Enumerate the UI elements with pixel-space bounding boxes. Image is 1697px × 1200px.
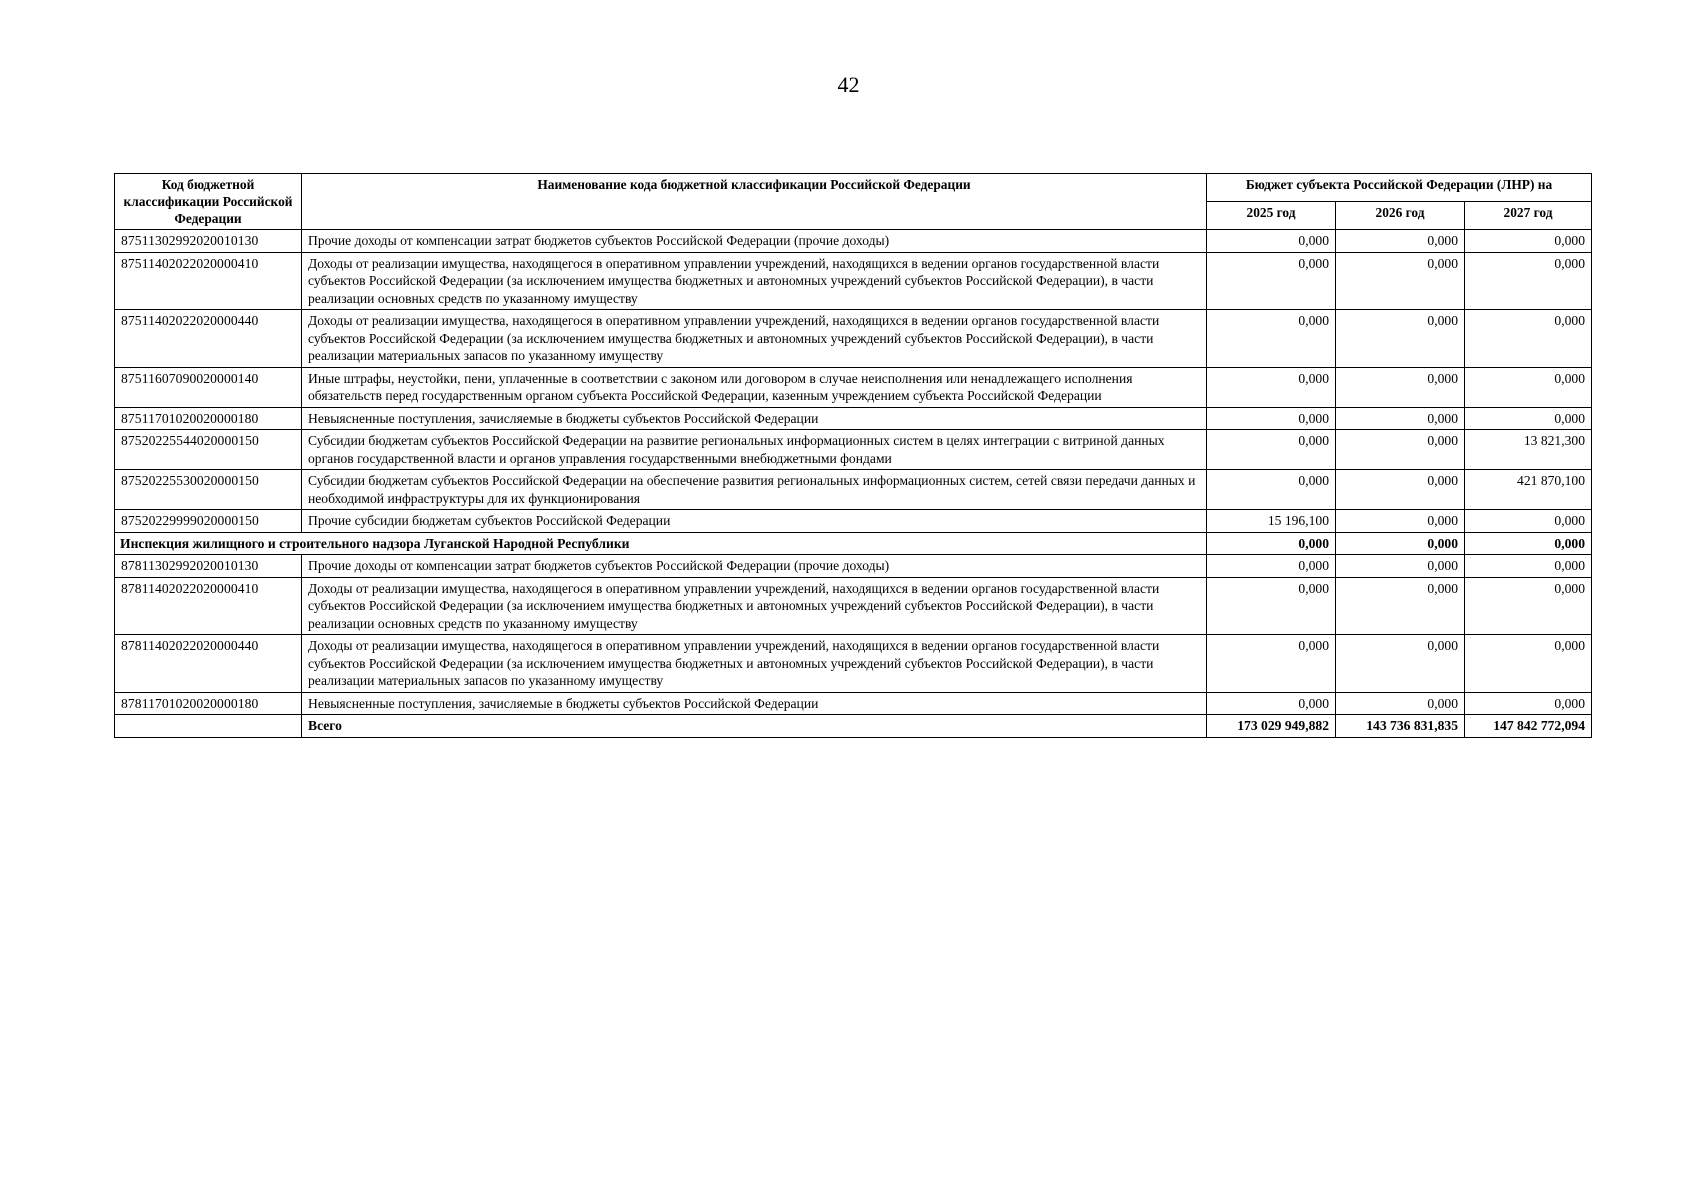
value-2025-cell: 0,000: [1207, 577, 1336, 635]
value-2025-cell: 0,000: [1207, 230, 1336, 253]
table-row: [115, 430, 1592, 470]
name-cell: Доходы от реализации имущества, находящегося в оперативном управлении учреждений, находящихся в ведении органов государственной власти субъектов Российской Федерации (за исключением имущества бюджетных и автономных учреждений субъектов Российской Федерации), в части реализации материальных запасов по указанному имуществу: [302, 635, 1207, 693]
value-2025-cell: 0,000: [1207, 555, 1336, 578]
table-row: [115, 510, 1592, 533]
name-cell: Невыясненные поступления, зачисляемые в бюджеты субъектов Российской Федерации: [302, 692, 1207, 715]
code-cell: 87511701020020000180: [115, 407, 302, 430]
code-cell: 87811302992020010130: [115, 555, 302, 578]
code-cell: 87511402022020000440: [115, 310, 302, 368]
table-row: [115, 555, 1592, 578]
value-2025-cell: 0,000: [1207, 310, 1336, 368]
table-row: [115, 252, 1592, 310]
total-code-cell: [115, 715, 302, 738]
code-cell: 87811402022020000440: [115, 635, 302, 693]
section-value-2027: 0,000: [1465, 532, 1592, 555]
value-2026-cell: 0,000: [1336, 692, 1465, 715]
section-value-2026: 0,000: [1336, 532, 1465, 555]
code-cell: 87511302992020010130: [115, 230, 302, 253]
name-cell: Прочие доходы от компенсации затрат бюджетов субъектов Российской Федерации (прочие доходы): [302, 555, 1207, 578]
name-cell: Доходы от реализации имущества, находящегося в оперативном управлении учреждений, находящихся в ведении органов государственной власти субъектов Российской Федерации (за исключением имущества бюджетных и автономных учреждений субъектов Российской Федерации), в части реализации основных средств по указанному имуществу: [302, 252, 1207, 310]
name-cell: Прочие доходы от компенсации затрат бюджетов субъектов Российской Федерации (прочие доходы): [302, 230, 1207, 253]
name-cell: Прочие субсидии бюджетам субъектов Российской Федерации: [302, 510, 1207, 533]
value-2026-cell: 0,000: [1336, 230, 1465, 253]
total-label: Всего: [302, 715, 1207, 738]
value-2025-cell: 0,000: [1207, 635, 1336, 693]
value-2026-cell: 0,000: [1336, 555, 1465, 578]
header-name: Наименование кода бюджетной классификации Российской Федерации: [302, 174, 1207, 230]
code-cell: 87520225544020000150: [115, 430, 302, 470]
header-year-2026: 2026 год: [1336, 202, 1465, 230]
section-value-2025: 0,000: [1207, 532, 1336, 555]
table-row: [115, 310, 1592, 368]
value-2027-cell: 0,000: [1465, 692, 1592, 715]
value-2026-cell: 0,000: [1336, 430, 1465, 470]
value-2025-cell: 0,000: [1207, 407, 1336, 430]
value-2027-cell: 0,000: [1465, 252, 1592, 310]
section-row: [115, 532, 1592, 555]
name-cell: Иные штрафы, неустойки, пени, уплаченные в соответствии с законом или договором в случае неисполнения или ненадлежащего исполнения обязательств перед государственным органом субъекта Российской Федерации, казенным учреждением субъекта Российской Федерации: [302, 367, 1207, 407]
table-row: [115, 367, 1592, 407]
table-row: [115, 470, 1592, 510]
value-2027-cell: 0,000: [1465, 310, 1592, 368]
value-2025-cell: 0,000: [1207, 252, 1336, 310]
value-2025-cell: 0,000: [1207, 367, 1336, 407]
page-number: 42: [837, 72, 860, 97]
value-2027-cell: 0,000: [1465, 510, 1592, 533]
header-code: Код бюджетной классификации Российской Федерации: [115, 174, 302, 230]
table-row: [115, 635, 1592, 693]
code-cell: 87520225530020000150: [115, 470, 302, 510]
total-value-2027: 147 842 772,094: [1465, 715, 1592, 738]
value-2025-cell: 0,000: [1207, 470, 1336, 510]
value-2027-cell: 0,000: [1465, 555, 1592, 578]
value-2025-cell: 0,000: [1207, 430, 1336, 470]
total-value-2026: 143 736 831,835: [1336, 715, 1465, 738]
code-cell: 87511402022020000410: [115, 252, 302, 310]
header-budget: Бюджет субъекта Российской Федерации (ЛНР) на: [1207, 174, 1592, 202]
total-row: [115, 715, 1592, 738]
value-2027-cell: 0,000: [1465, 635, 1592, 693]
table-row: [115, 407, 1592, 430]
name-cell: Невыясненные поступления, зачисляемые в бюджеты субъектов Российской Федерации: [302, 407, 1207, 430]
value-2027-cell: 0,000: [1465, 577, 1592, 635]
value-2026-cell: 0,000: [1336, 310, 1465, 368]
header-year-2025: 2025 год: [1207, 202, 1336, 230]
value-2025-cell: 0,000: [1207, 692, 1336, 715]
budget-table: [114, 173, 1592, 738]
value-2027-cell: 0,000: [1465, 230, 1592, 253]
name-cell: Субсидии бюджетам субъектов Российской Федерации на обеспечение развития региональных информационных систем, сетей связи передачи данных и необходимой инфраструктуры для их функционирования: [302, 470, 1207, 510]
code-cell: 87511607090020000140: [115, 367, 302, 407]
code-cell: 87811402022020000410: [115, 577, 302, 635]
value-2027-cell: 0,000: [1465, 407, 1592, 430]
value-2026-cell: 0,000: [1336, 367, 1465, 407]
name-cell: Доходы от реализации имущества, находящегося в оперативном управлении учреждений, находящихся в ведении органов государственной власти субъектов Российской Федерации (за исключением имущества бюджетных и автономных учреждений субъектов Российской Федерации), в части реализации материальных запасов по указанному имуществу: [302, 310, 1207, 368]
code-cell: 87811701020020000180: [115, 692, 302, 715]
value-2025-cell: 15 196,100: [1207, 510, 1336, 533]
table-row: [115, 692, 1592, 715]
table-row: [115, 230, 1592, 253]
value-2027-cell: 421 870,100: [1465, 470, 1592, 510]
value-2026-cell: 0,000: [1336, 470, 1465, 510]
value-2026-cell: 0,000: [1336, 510, 1465, 533]
section-title: Инспекция жилищного и строительного надзора Луганской Народной Республики: [115, 532, 1207, 555]
value-2027-cell: 13 821,300: [1465, 430, 1592, 470]
header-year-2027: 2027 год: [1465, 202, 1592, 230]
name-cell: Доходы от реализации имущества, находящегося в оперативном управлении учреждений, находящихся в ведении органов государственной власти субъектов Российской Федерации (за исключением имущества бюджетных и автономных учреждений субъектов Российской Федерации), в части реализации основных средств по указанному имуществу: [302, 577, 1207, 635]
value-2026-cell: 0,000: [1336, 407, 1465, 430]
total-value-2025: 173 029 949,882: [1207, 715, 1336, 738]
name-cell: Субсидии бюджетам субъектов Российской Федерации на развитие региональных информационных систем в целях интеграции с витриной данных органов государственной власти и органов управления государственными внебюджетными фондами: [302, 430, 1207, 470]
value-2026-cell: 0,000: [1336, 252, 1465, 310]
value-2026-cell: 0,000: [1336, 577, 1465, 635]
value-2026-cell: 0,000: [1336, 635, 1465, 693]
value-2027-cell: 0,000: [1465, 367, 1592, 407]
table-row: [115, 577, 1592, 635]
code-cell: 87520229999020000150: [115, 510, 302, 533]
